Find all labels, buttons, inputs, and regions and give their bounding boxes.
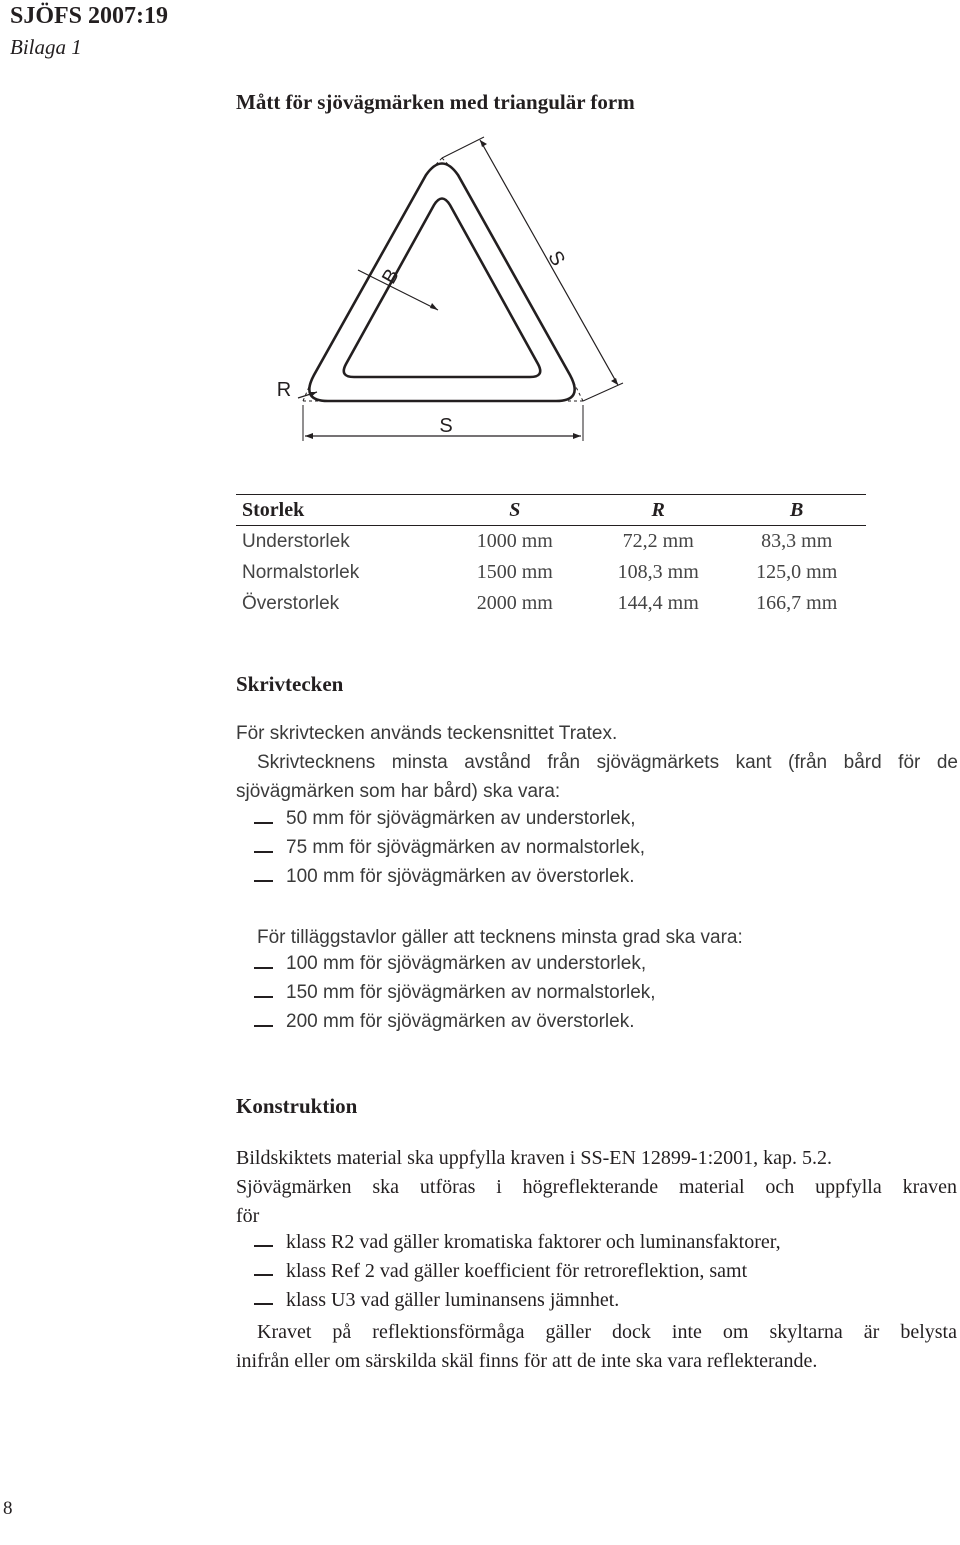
cell-size: Normalstorlek	[242, 561, 360, 583]
s-base-arrow-right	[573, 433, 581, 439]
appendix-label: Bilaga 1	[10, 35, 82, 59]
table-row	[236, 526, 866, 558]
cell-b: 83,3 mm	[761, 530, 833, 552]
col-header-s: S	[441, 495, 589, 526]
table-header-row	[236, 495, 866, 526]
list-dash	[254, 880, 273, 882]
r-label: R	[276, 379, 292, 401]
s-side-ext-top	[442, 137, 484, 158]
list-dash	[254, 1025, 273, 1027]
list-item: 100 mm för sjövägmärken av överstorlek.	[286, 866, 635, 887]
cell-size: Överstorlek	[242, 592, 340, 614]
cell-s: 1500 mm	[476, 561, 553, 583]
list-dash	[254, 967, 273, 969]
col-header-b: B	[727, 495, 866, 526]
cell-s: 2000 mm	[476, 592, 553, 614]
page-title: Mått för sjövägmärken med triangulär form	[236, 90, 635, 114]
s-side-label: S	[543, 247, 569, 270]
list-item: 50 mm för sjövägmärken av understorlek,	[286, 808, 636, 829]
col-header-size: Storlek	[236, 495, 441, 526]
supplementary-plates-text: För tilläggstavlor gäller att tecknens minsta grad ska vara:	[257, 927, 743, 948]
table-row	[236, 557, 866, 588]
dimensions-table	[236, 494, 866, 619]
col-header-r: R	[589, 495, 728, 526]
s-side-arrow-top	[480, 140, 487, 147]
cell-b: 166,7 mm	[756, 592, 838, 614]
list-item: klass R2 vad gäller kromatiska faktorer och luminansfaktorer,	[286, 1231, 781, 1253]
inner-triangle	[344, 199, 540, 378]
s-side-arrow-bottom	[611, 378, 618, 385]
section-heading-konstruktion: Konstruktion	[236, 1094, 358, 1118]
reflective-text-line2: för	[236, 1205, 260, 1227]
document-code: SJÖFS 2007:19	[10, 3, 169, 29]
cell-size: Understorlek	[242, 530, 350, 552]
b-label: B	[378, 265, 404, 288]
list-dash	[254, 822, 273, 824]
list-item: 150 mm för sjövägmärken av normalstorlek,	[286, 982, 656, 1003]
distance-paragraph-line2: sjövägmärken som har bård) ska vara:	[236, 781, 561, 802]
distance-paragraph-line1: Skrivtecknens minsta avstånd från sjövägmärkets kant (från bård för de	[257, 752, 958, 773]
section-heading-skrivtecken: Skrivtecken	[236, 672, 344, 696]
b-arrow	[430, 303, 438, 310]
material-text: Bildskiktets material ska uppfylla kraven i SS-EN 12899-1:2001, kap. 5.2.	[236, 1147, 833, 1169]
list-dash	[254, 1274, 273, 1276]
list-item: klass Ref 2 vad gäller koefficient för retroreflektion, samt	[286, 1260, 748, 1282]
list-dash	[254, 996, 273, 998]
triangle-dimension-diagram	[0, 0, 960, 480]
list-dash	[254, 1303, 273, 1305]
list-item: 75 mm för sjövägmärken av normalstorlek,	[286, 837, 646, 858]
s-base-label: S	[439, 415, 453, 437]
list-item: klass U3 vad gäller luminansens jämnhet.	[286, 1289, 620, 1311]
reflective-text-line1: Sjövägmärken ska utföras i högreflekterande material och uppfylla kraven	[236, 1176, 957, 1198]
s-base-arrow-left	[305, 433, 313, 439]
cell-r: 144,4 mm	[617, 592, 699, 614]
s-side-ext-bottom	[583, 383, 623, 401]
reflectivity-text-line2: inifrån eller om särskilda skäl finns för att de inte ska vara reflekterande.	[236, 1350, 818, 1372]
list-item: 200 mm för sjövägmärken av överstorlek.	[286, 1011, 635, 1032]
list-dash	[254, 851, 273, 853]
list-item: 100 mm för sjövägmärken av understorlek,	[286, 953, 647, 974]
cell-s: 1000 mm	[476, 530, 553, 552]
reflectivity-text-line1: Kravet på reflektionsförmåga gäller dock inte om skyltarna är belysta	[257, 1321, 957, 1343]
cell-r: 72,2 mm	[622, 530, 694, 552]
font-info-text: För skrivtecken används teckensnittet Tratex.	[236, 723, 618, 744]
cell-b: 125,0 mm	[756, 561, 838, 583]
cell-r: 108,3 mm	[617, 561, 699, 583]
table-row	[236, 588, 866, 619]
list-dash	[254, 1245, 273, 1247]
page-number: 8	[3, 1498, 13, 1519]
